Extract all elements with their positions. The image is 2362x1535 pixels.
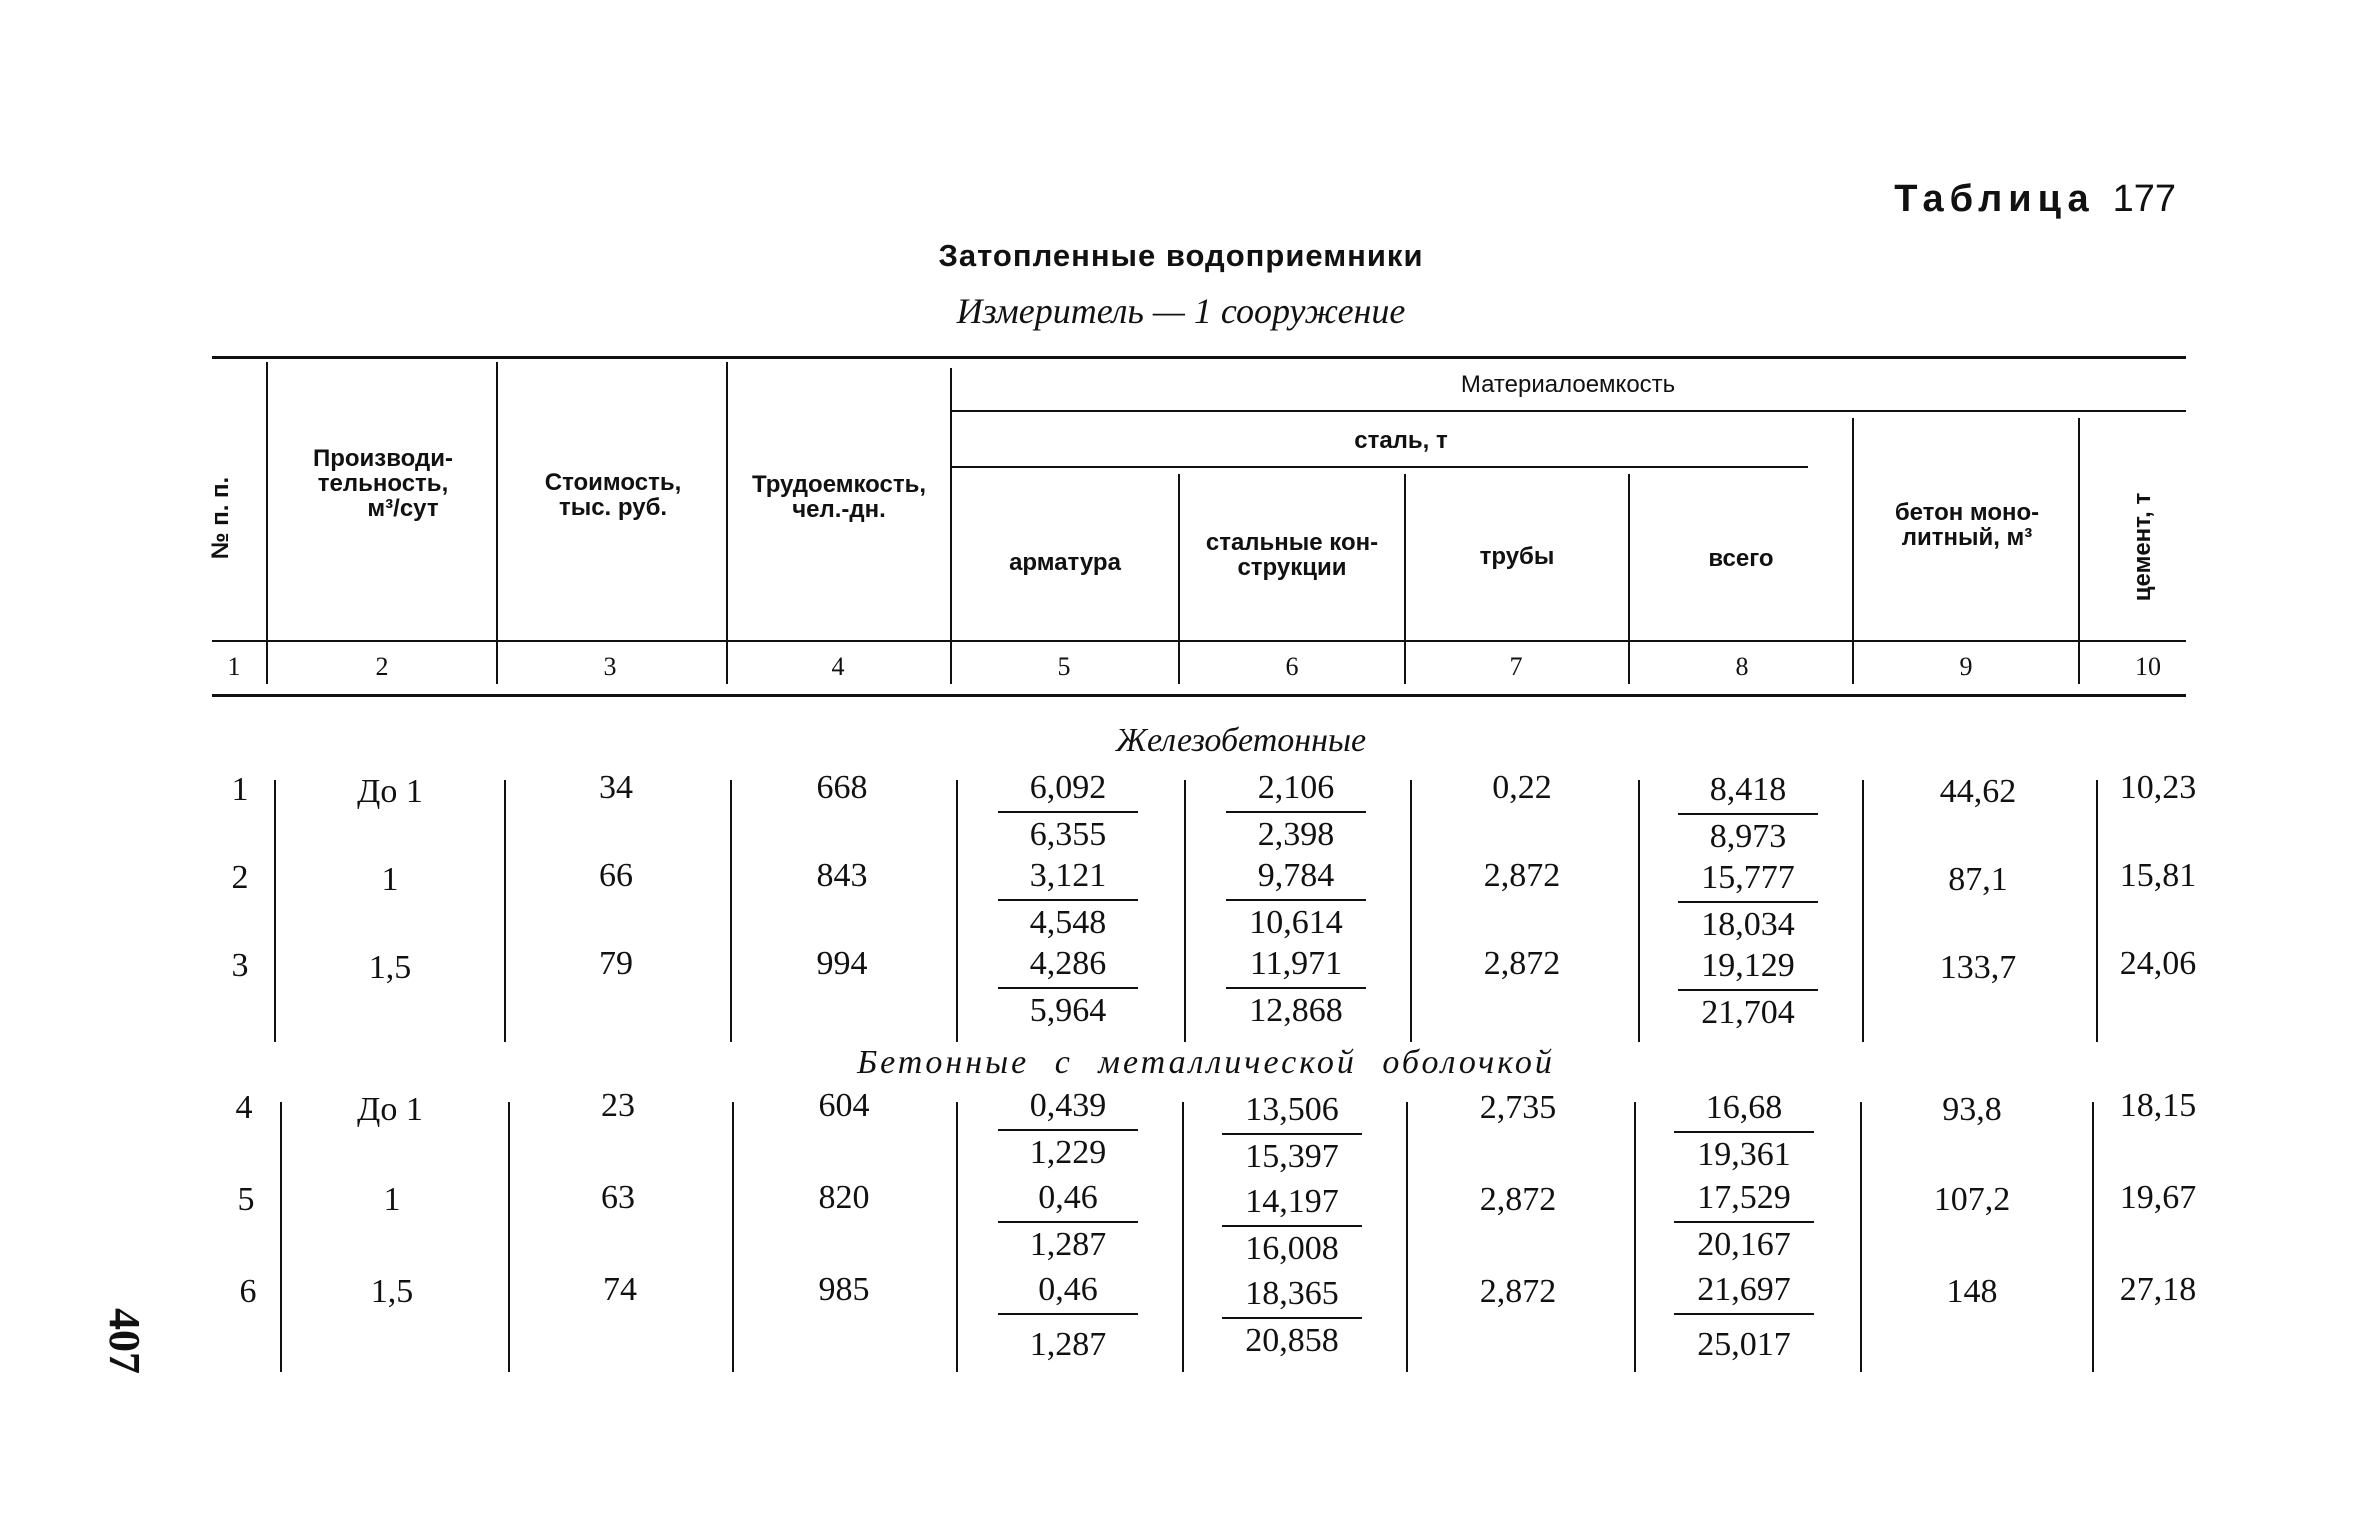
header-divider [1404,474,1406,684]
col-header-steel-structures-line: струкции [1237,554,1347,581]
col-header-rebar [952,550,1178,575]
col-header-steel-structures [1180,530,1404,580]
cell-rebar-top: 0,439 [998,1086,1138,1131]
col-header-cost-line: тыс. руб. [558,494,668,521]
cell-steel-structures-bottom: 20,858 [1245,1322,1339,1359]
cell-labor: 668 [816,769,868,806]
cell-steel-structures [1226,856,1366,943]
cell-steel-structures [1222,1090,1362,1177]
cell-productivity: 1 [381,861,399,898]
column-number: 3 [603,652,617,681]
cell-steel-structures [1222,1274,1362,1361]
cell-total-top: 8,418 [1678,770,1818,815]
col-header-concrete [1856,500,2078,550]
header-divider [1628,474,1630,684]
cell-steel-structures [1226,944,1366,1031]
table-label [1894,178,2176,221]
col-header-productivity [270,446,496,521]
cell-rebar-top: 0,46 [998,1270,1138,1315]
cell-rebar-top: 6,092 [998,768,1138,813]
cell-steel-structures-top: 2,106 [1226,768,1366,813]
cell-total [1678,858,1818,945]
cell-pipes: 0,22 [1492,769,1552,806]
table-number: 177 [2112,178,2176,220]
cell-concrete: 107,2 [1933,1181,2011,1218]
col-header-productivity-line: тельность, [317,470,449,497]
cell-cement: 18,15 [2119,1087,2197,1124]
cell-rebar-top: 3,121 [998,856,1138,901]
cell-cost: 34 [599,769,633,806]
body-divider [1182,1102,1184,1372]
body-divider [1184,780,1186,1042]
col-header-cement-text: цемент, т [2129,492,2156,602]
cell-steel-structures-top: 14,197 [1222,1182,1362,1227]
cell-rebar [998,1178,1138,1265]
cell-rebar-bottom: 4,548 [1029,904,1107,941]
cell-total-top: 17,529 [1674,1178,1814,1223]
cell-rebar-bottom: 5,964 [1029,992,1107,1029]
header-divider [726,362,728,684]
cell-concrete: 133,7 [1939,949,2017,986]
cell-total [1674,1270,1814,1365]
cell-steel-structures-bottom: 15,397 [1245,1138,1339,1175]
body-divider [1638,780,1640,1042]
cell-cost: 23 [601,1087,635,1124]
cell-steel-structures-top: 13,506 [1222,1090,1362,1135]
body-divider [956,780,958,1042]
col-header-total-text: всего [1708,545,1774,572]
cell-total-top: 21,697 [1674,1270,1814,1315]
row-number: 1 [231,771,249,808]
cell-cost: 63 [601,1179,635,1216]
column-number: 2 [375,652,389,681]
col-header-materials [950,372,2186,397]
col-header-labor [728,472,950,522]
col-header-concrete-line: бетон моно- [1894,499,2040,526]
cell-steel-structures-top: 18,365 [1222,1274,1362,1319]
page-subtitle: Измеритель — 1 сооружение [956,291,1406,331]
cell-steel-structures [1226,768,1366,855]
cell-steel-structures-bottom: 10,614 [1249,904,1343,941]
cell-productivity: До 1 [357,773,423,810]
numbers-bottom-rule [212,694,2186,697]
header-divider [1852,418,1854,684]
body-divider [956,1102,958,1372]
cell-steel-structures-top: 11,971 [1226,944,1366,989]
col-header-total [1630,546,1852,571]
cell-total-bottom: 8,973 [1709,818,1787,855]
body-divider [1862,780,1864,1042]
header-divider [2078,418,2080,684]
cell-rebar-bottom: 1,287 [1029,1226,1107,1263]
cell-rebar [998,768,1138,855]
col-header-productivity-line: Производи- [312,445,453,472]
section-title: Железобетонные [1115,722,1367,759]
col-header-cost [500,470,726,520]
row-number: 3 [231,947,249,984]
cell-concrete: 148 [1946,1273,1998,1310]
cell-pipes: 2,872 [1483,945,1561,982]
col-header-no-text: № п. п. [207,476,234,560]
cell-total-top: 15,777 [1678,858,1818,903]
cell-cement: 24,06 [2119,945,2197,982]
col-header-steel-text: сталь, т [1354,427,1448,454]
cell-pipes: 2,872 [1483,857,1561,894]
header-divider [496,362,498,684]
cell-total [1678,770,1818,857]
cell-labor: 604 [818,1087,870,1124]
row-number: 5 [237,1181,255,1218]
body-divider [1634,1102,1636,1372]
cell-total-bottom: 18,034 [1701,906,1795,943]
cell-total-bottom: 25,017 [1697,1326,1791,1363]
section-title: Бетонные с металлической оболочкой [857,1044,1555,1081]
cell-total [1674,1178,1814,1265]
cell-total-bottom: 20,167 [1697,1226,1791,1263]
cell-cement: 19,67 [2119,1179,2197,1216]
col-header-concrete-line: литный, м³ [1901,524,2033,551]
column-number: 5 [1057,652,1071,681]
cell-cost: 79 [599,945,633,982]
col-header-cement [2130,472,2155,622]
cell-total-bottom: 21,704 [1701,994,1795,1031]
body-divider [274,780,276,1042]
page-title: Затопленные водоприемники [938,238,1424,273]
body-divider [1406,1102,1408,1372]
cell-total-top: 16,68 [1674,1088,1814,1133]
cell-total [1678,946,1818,1033]
cell-cement: 10,23 [2119,769,2197,806]
cell-cement: 27,18 [2119,1271,2197,1308]
cell-rebar [998,1086,1138,1173]
cell-pipes: 2,872 [1479,1273,1557,1310]
col-header-rebar-text: арматура [1009,549,1121,576]
cell-productivity: 1 [383,1181,401,1218]
col-header-steel [950,428,1852,453]
cell-labor: 994 [816,945,868,982]
cell-productivity: 1,5 [370,1273,414,1310]
body-divider [508,1102,510,1372]
body-divider [504,780,506,1042]
header-divider [266,362,268,684]
body-divider [730,780,732,1042]
cell-labor: 843 [816,857,868,894]
cell-rebar [998,944,1138,1031]
body-divider [1410,780,1412,1042]
cell-concrete: 44,62 [1939,773,2017,810]
cell-labor: 985 [818,1271,870,1308]
column-number: 7 [1509,652,1523,681]
cell-rebar [998,1270,1138,1365]
table-top-rule [212,356,2186,359]
cell-rebar-bottom: 6,355 [1029,816,1107,853]
column-number: 9 [1959,652,1973,681]
cell-total-bottom: 19,361 [1697,1136,1791,1173]
cell-cement: 15,81 [2119,857,2197,894]
cell-labor: 820 [818,1179,870,1216]
cell-cost: 66 [599,857,633,894]
col-header-cost-line: Стоимость, [544,469,682,496]
page-number: 407 [100,1308,149,1374]
cell-steel-structures-top: 9,784 [1226,856,1366,901]
column-number: 8 [1735,652,1749,681]
header-bottom-rule [212,640,2186,642]
column-number: 6 [1285,652,1299,681]
column-number: 10 [2135,652,2161,681]
col-header-labor-line: чел.-дн. [792,496,886,523]
body-divider [280,1102,282,1372]
body-divider [2096,780,2098,1042]
col-header-pipes [1406,544,1628,569]
column-number: 4 [831,652,845,681]
cell-rebar-bottom: 1,287 [1029,1326,1107,1363]
column-number: 1 [227,652,241,681]
col-header-pipes-text: трубы [1479,543,1555,570]
col-header-no [208,438,233,598]
body-divider [2092,1102,2094,1372]
body-divider [732,1102,734,1372]
cell-steel-structures-bottom: 2,398 [1257,816,1335,853]
col-header-productivity-line: м³/сут [367,495,439,522]
cell-steel-structures-bottom: 12,868 [1249,992,1343,1029]
cell-productivity: 1,5 [368,949,412,986]
col-header-steel-structures-line: стальные кон- [1205,529,1379,556]
cell-rebar [998,856,1138,943]
materials-rule [950,410,2186,412]
cell-total-top: 19,129 [1678,946,1818,991]
cell-pipes: 2,735 [1479,1089,1557,1126]
col-header-materials-text: Материалоемкость [1460,371,1676,398]
cell-concrete: 87,1 [1948,861,2008,898]
cell-rebar-bottom: 1,229 [1029,1134,1107,1171]
cell-concrete: 93,8 [1942,1091,2002,1128]
cell-total [1674,1088,1814,1175]
body-divider [1860,1102,1862,1372]
cell-productivity: До 1 [357,1091,423,1128]
row-number: 4 [235,1089,253,1126]
table-word: Таблица [1894,178,2095,220]
cell-rebar-top: 4,286 [998,944,1138,989]
steel-rule [950,466,1808,468]
col-header-labor-line: Трудоемкость, [751,471,927,498]
row-number: 2 [231,859,249,896]
cell-steel-structures [1222,1182,1362,1269]
cell-rebar-top: 0,46 [998,1178,1138,1223]
cell-cost: 74 [603,1271,637,1308]
header-divider [950,368,952,684]
row-number: 6 [239,1273,257,1310]
cell-pipes: 2,872 [1479,1181,1557,1218]
cell-steel-structures-bottom: 16,008 [1245,1230,1339,1267]
